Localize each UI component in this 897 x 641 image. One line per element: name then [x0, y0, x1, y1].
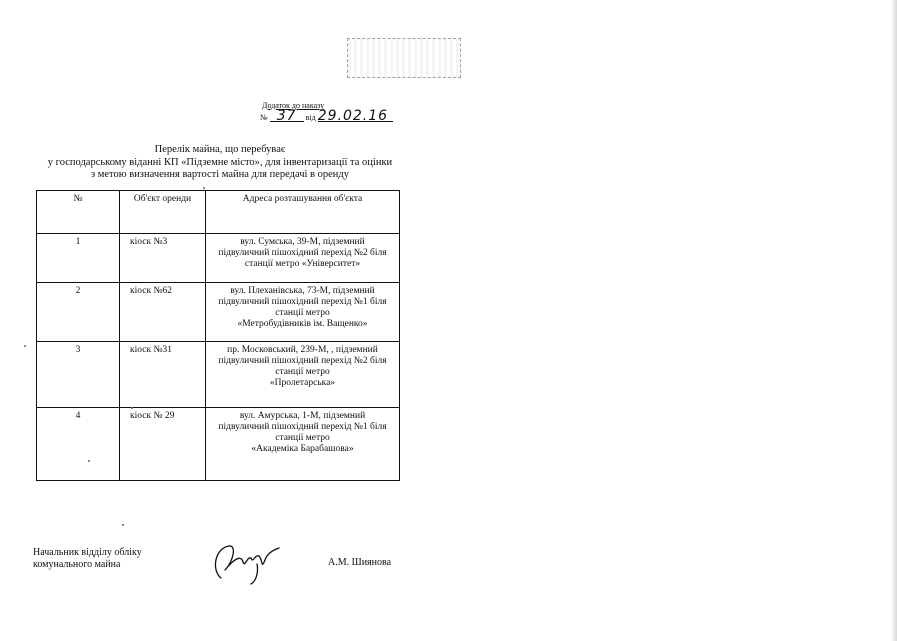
address-line: пр. Московський, 239-М, , підземний [227, 345, 378, 355]
row-num: 1 [37, 234, 120, 283]
address-line: станції метро «Університет» [244, 259, 361, 269]
table-row [37, 234, 400, 283]
row-address [206, 408, 400, 481]
row-object: кіоск №3 [120, 234, 206, 283]
row-object: кіоск № 29 [120, 408, 206, 481]
appendix-number-date [260, 108, 393, 124]
number-prefix: № [260, 113, 268, 122]
address-line: станції метро [275, 308, 330, 318]
address-line: підвуличний пішохідний перехід №1 біля [218, 422, 387, 432]
row-num: 3 [37, 342, 120, 408]
address-line: підвуличний пішохідний перехід №2 біля [218, 248, 387, 258]
header-address: Адреса розташування об'єкта [206, 191, 400, 234]
scan-speck [131, 407, 133, 409]
handwritten-signature [207, 540, 283, 586]
row-num: 4 [37, 408, 120, 481]
row-object: кіоск №31 [120, 342, 206, 408]
order-date: 29.02.16 [318, 111, 393, 122]
title-line-3: з метою визначення вартості майна для передачі в оренду [90, 169, 349, 180]
row-address [206, 283, 400, 342]
header-num: № [37, 191, 120, 234]
table-row [37, 283, 400, 342]
order-number: 37 [270, 111, 304, 122]
stamp-box [347, 38, 461, 78]
address-line: вул. Сумська, 39-М, підземний [240, 237, 365, 247]
title-line-1: Перелік майна, що перебуває [154, 144, 286, 155]
address-line: «Метробудівників ім. Ващенко» [237, 319, 368, 329]
signer-title-line-2: комунального майна [33, 559, 121, 570]
address-line: «Пролетарська» [269, 378, 336, 388]
row-num: 2 [37, 283, 120, 342]
address-line: підвуличний пішохідний перехід №1 біля [218, 297, 387, 307]
table-row [37, 408, 400, 481]
signer-name: А.М. Шиянова [328, 557, 392, 568]
scan-speck [203, 187, 205, 189]
signer-title-line-1: Начальник відділу обліку [33, 547, 142, 558]
scan-speck [24, 345, 26, 347]
address-line: вул. Амурська, 1-М, підземний [239, 411, 366, 421]
title-line-2: у господарському віданні КП «Підземне місто», для інвентаризації та оцінки [47, 156, 393, 168]
page-edge-shadow [891, 0, 897, 641]
address-line: станції метро [275, 367, 330, 377]
scan-speck [122, 524, 124, 526]
table-header-row [37, 191, 400, 234]
date-prefix: від [305, 113, 316, 122]
appendix-reference [260, 101, 393, 123]
address-line: підвуличний пішохідний перехід №2 біля [218, 356, 387, 366]
signer-position [33, 547, 142, 571]
header-object: Об'єкт оренди [120, 191, 206, 234]
address-line: вул. Плеханівська, 73-М, підземний [230, 286, 375, 296]
table-row [37, 342, 400, 408]
scan-speck [88, 460, 90, 462]
row-address [206, 342, 400, 408]
row-address [206, 234, 400, 283]
row-object: кіоск №62 [120, 283, 206, 342]
appendix-label: Додаток до наказу [262, 101, 325, 110]
address-line: «Академіка Барабашова» [251, 444, 354, 454]
address-line: станції метро [275, 433, 330, 443]
document-title [30, 144, 410, 182]
property-table [36, 190, 400, 481]
